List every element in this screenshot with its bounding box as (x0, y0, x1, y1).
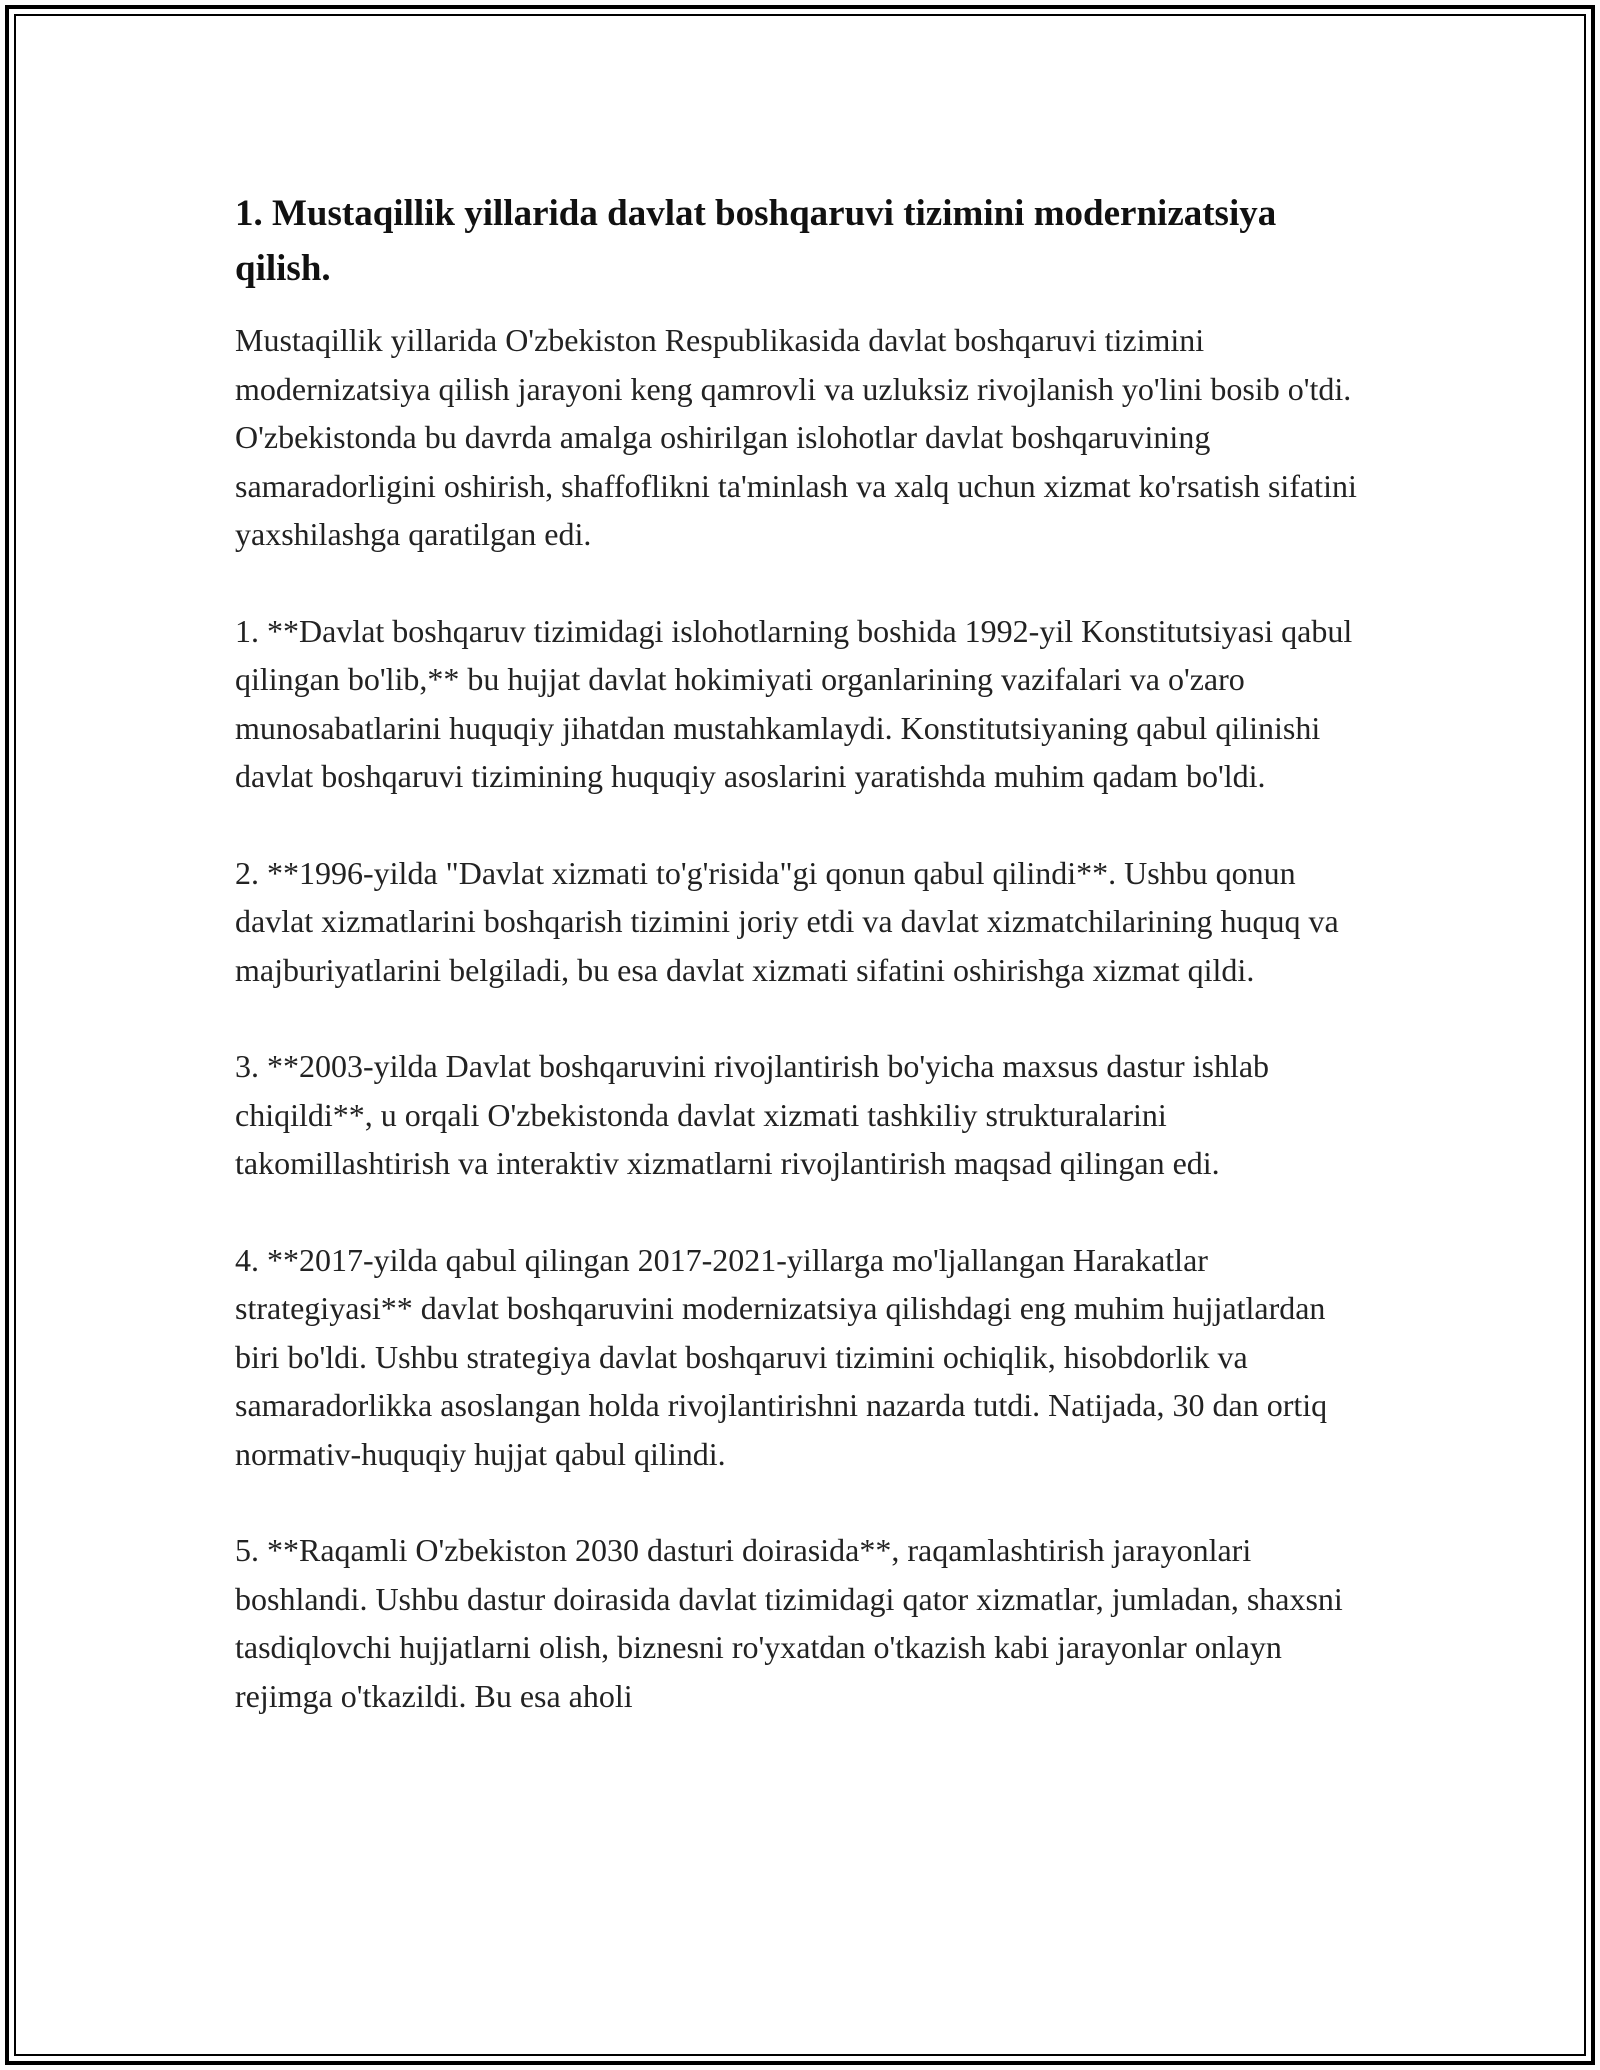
section-heading: 1. Mustaqillik yillarida davlat boshqaruvi tizimini modernizatsiya qilish. (235, 193, 1277, 289)
list-item-3: 3. **2003-yilda Davlat boshqaruvini rivojlantirish bo'yicha maxsus dastur ishlab chiqildi**, u orqali O'zbekistonda davlat xizmati tashkiliy strukturalarini takomillashtirish va interaktiv xizmatlarni rivojlantirish maqsad qilingan edi. (235, 1048, 1270, 1181)
intro-paragraph: Mustaqillik yillarida O'zbekiston Respublikasida davlat boshqaruvi tizimini modernizatsiya qilish jarayoni keng qamrovli va uzluksiz rivojlanish yo'lini bosib o'tdi. O'zbekistonda bu davrda amalga oshirilgan islohotlar davlat boshqaruvining samaradorligini oshirish, shaffoflikni ta'minlash va xalq uchun xizmat ko'rsatish sifatini yaxshilashga qaratilgan edi. (235, 322, 1357, 552)
list-item-4: 4. **2017-yilda qabul qilingan 2017-2021-yillarga mo'ljallangan Harakatlar strategiyasi** davlat boshqaruvini modernizatsiya qilishdagi eng muhim hujjatlardan biri bo'ldi. Ushbu strategiya davlat boshqaruvi tizimini ochiqlik, hisobdorlik va samaradorlikka asoslangan holda rivojlantirishni nazarda tutdi. Natijada, 30 dan ortiq normativ-huquqiy hujjat qabul qilindi. (235, 1241, 1328, 1472)
list-item-1: 1. **Davlat boshqaruv tizimidagi islohotlarning boshida 1992-yil Konstitutsiyasi qabul qilingan bo'lib,** bu hujjat davlat hokimiyati organlarining vazifalari va o'zaro munosabatlarini huquqiy jihatdan mustahkamlaydi. Konstitutsiyaning qabul qilinishi davlat boshqaruvi tizimining huquqiy asoslarini yaratishda muhim qadam bo'ldi. (235, 612, 1353, 794)
list-item-2: 2. **1996-yilda "Davlat xizmati to'g'risida"gi qonun qabul qilindi**. Ushbu qonun davlat xizmatlarini boshqarish tizimini joriy etdi va davlat xizmatchilarining huquq va majburiyatlarini belgiladi, bu esa davlat xizmati sifatini oshirishga xizmat qildi. (235, 854, 1339, 988)
list-item-5: 5. **Raqamli O'zbekiston 2030 dasturi doirasida**, raqamlashtirish jarayonlari boshlandi. Ushbu dastur doirasida davlat tizimidagi qator xizmatlar, jumladan, shaxsni tasdiqlovchi hujjatlarni olish, biznesni ro'yxatdan o'tkazish kabi jarayonlar onlayn rejimga o'tkazildi. Bu esa aholi (235, 1532, 1343, 1714)
document-body (235, 186, 1370, 1768)
